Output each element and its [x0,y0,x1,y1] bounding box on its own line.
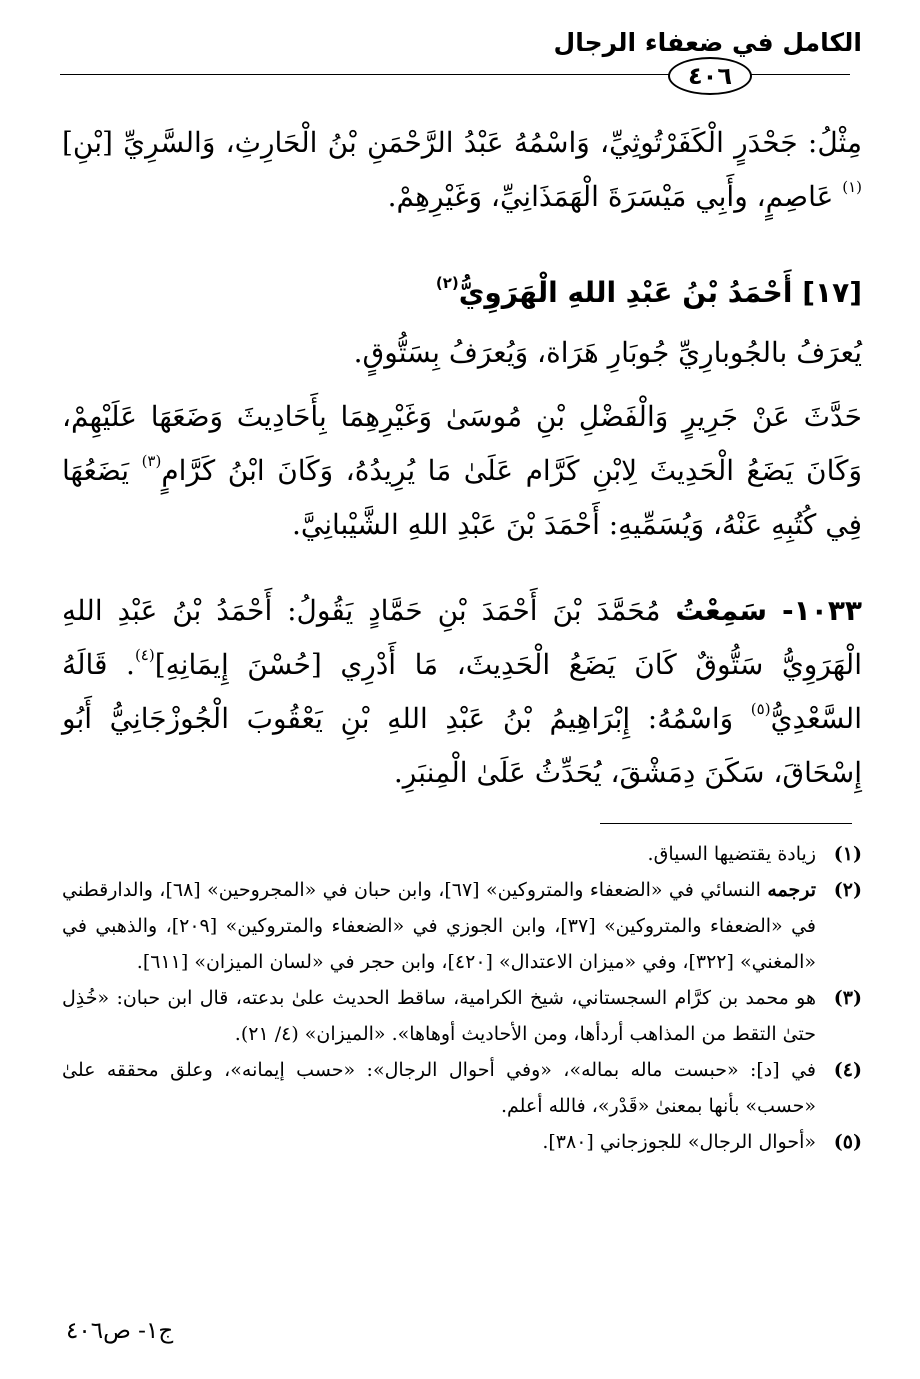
footnote-number: (١) [833,843,862,865]
footnote-item [62,1052,862,1124]
footnote-text: «أحوال الرجال» للجوزجاني [٣٨٠]. [542,1131,816,1153]
footnote-marker-2[interactable]: (٢) [435,273,459,292]
footnote-marker-5[interactable]: (٥) [750,699,771,718]
paragraph-2: يُعرَفُ بالجُوبارِيِّ جُوبَارِ هَرَاة، وَيُعرَفُ بِسَتُّوقٍ. [353,336,862,369]
footnote-marker-1[interactable]: (١) [842,177,862,196]
footnote-text: زيادة يقتضيها السياق. [647,843,816,865]
paragraph-3-text-a: حَدَّثَ عَنْ جَرِيرٍ وَالْفَضْلِ بْنِ مُوسَىٰ وَغَيْرِهِمَا بِأَحَادِيثَ وَضَعَهَا عَلَيْهِمْ، وَكَانَ يَضَعُ الْحَدِيثَ لِابْنِ كَرَّام عَلَىٰ مَا يُرِيدُهُ، وَكَانَ ابْنُ كَرَّامٍ [62,400,862,487]
footnote-body [62,872,816,980]
page-number: ٤٠٦ [688,62,732,90]
footnote-number: (٥) [833,1131,862,1153]
paragraph-4-text-b: . قَالَهُ السَّعْدِيُّ [62,648,862,735]
paragraph-1 [62,116,862,224]
narration-verb: سَمِعْتُ [675,594,768,627]
paragraph-4 [62,584,862,800]
footnote-rule [600,823,852,824]
footnote-number: (٣) [833,987,862,1009]
footnote-number: (٤) [833,1059,862,1081]
paragraph-3 [62,390,862,552]
volume-page-signature: ج١- ص٤٠٦ [66,1318,174,1344]
paragraph-3-text-b: يَضَعُهَا فِي كُتُبِهِ عَنْهُ، وَيُسَمِّيهِ: أَحْمَدَ بْنَ عَبْدِ اللهِ الشَّيْبانِيَّ. [62,454,862,541]
footnote-item [62,872,862,980]
footnote-marker-4[interactable]: (٤) [134,645,155,664]
paragraph-4-text-c: وَاسْمُهُ: إِبْرَاهِيمُ بْنُ عَبْدِ اللهِ بْنِ يَعْقُوبَ الْجُوزْجَانِيُّ أَبُو إِسْحَاقَ، سَكَنَ دِمَشْقَ، يُحَدِّثُ عَلَىٰ الْمِنبَرِ. [62,702,862,789]
footnote-text: النسائي في «الضعفاء والمتروكين» [٦٧]، وابن حبان في «المجروحين» [٦٨]، والدارقطني في «الضعفاء والمتروكين» [٣٧]، وابن الجوزي في «الضعفاء والمتروكين» [٢٠٩]، والذهبي في «المغني» [٣٢٢]، وفي «ميزان الاعتدال» [٤٢٠]، وابن حجر في «لسان الميزان» [٦١١]. [62,879,817,973]
footnote-text: هو محمد بن كرَّام السجستاني، شيخ الكرامية، ساقط الحديث علىٰ بدعته، قال ابن حبان: «خُذِل حتىٰ التقط من المذاهب أردأها، ومن الأحاديث أوهاها». «الميزان» (٤/ ٢١). [62,987,816,1045]
footnote-text: في [د]: «حبست ماله بماله»، «وفي أحوال الرجال»: «حسب إيمانه»، وعلق محققه علىٰ «حسب» بأنها بمعنىٰ «قَدْر»، فالله أعلم. [62,1059,816,1117]
footnotes-list [62,836,862,1160]
footnote-lead-word: ترجمه [767,879,816,901]
footnote-item [62,836,862,872]
paragraph-1-text-b: عَاصِمٍ، وأَبِي مَيْسَرَةَ الْهَمَذَانِيِّ، وَغَيْرِهِمْ. [387,180,843,213]
footnote-marker-3[interactable]: (٣) [141,451,162,470]
entry-heading [62,266,862,320]
page-number-oval [668,57,752,95]
paragraph-1-text-a: مِثْلُ: جَحْدَرٍ الْكَفَرْتُوثِيِّ، وَاسْمُهُ عَبْدُ الرَّحْمَنِ بْنُ الْحَارِثِ، وَالسَّرِيِّ [بْنِ] [62,126,862,159]
paragraph-4-text-a: مُحَمَّدَ بْنَ أَحْمَدَ بْنِ حَمَّادٍ يَقُولُ: أَحْمَدُ بْنُ عَبْدِ اللهِ الْهَرَوِيُّ سَتُّوقٌ كَانَ يَضَعُ الْحَدِيثَ، مَا أَدْرِي [حُسْنَ إِيمَانِهِ] [62,594,862,681]
running-head-title: الكامل في ضعفاء الرجال [553,28,862,57]
footnote-item [62,980,862,1052]
entry-heading-text: [١٧] أَحْمَدُ بْنُ عَبْدِ اللهِ الْهَرَوِيُّ [458,276,862,309]
narration-number: ١٠٣٣- [782,594,862,627]
footnote-item [62,1124,862,1160]
footnote-number: (٢) [833,879,862,901]
